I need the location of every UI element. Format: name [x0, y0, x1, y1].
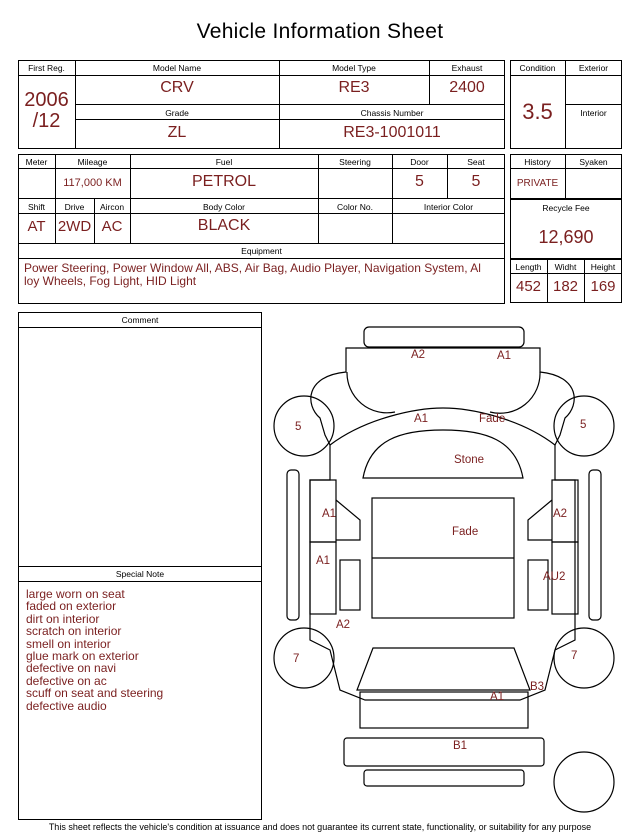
- interior-label: Interior: [580, 108, 607, 118]
- mileage-label: Mileage: [77, 157, 108, 167]
- damage-front-bumper-right: A1: [497, 350, 512, 362]
- shift-label: Shift: [27, 202, 45, 212]
- note-item: smell on interior: [26, 636, 111, 651]
- damage-hood-right: Fade: [479, 413, 506, 425]
- door-value: 5: [415, 173, 424, 190]
- note-item: defective audio: [26, 698, 107, 713]
- page-title: Vehicle Information Sheet: [196, 20, 444, 43]
- exterior-label: Exterior: [578, 63, 609, 73]
- rear-bumper-outline: [344, 738, 544, 766]
- damage-rear-bumper: B1: [453, 740, 468, 752]
- damage-rear-left-wheel: 7: [293, 653, 300, 665]
- damage-front-left-wheel: 5: [295, 421, 302, 433]
- comment-label: Comment: [121, 315, 159, 325]
- damage-windshield: Stone: [454, 454, 485, 466]
- recycle-fee-label: Recycle Fee: [542, 203, 590, 213]
- left-rocker-outline: [287, 470, 299, 620]
- height-label: Height: [590, 262, 616, 272]
- damage-front-right-wheel: 5: [580, 419, 587, 431]
- note-item: defective on navi: [26, 661, 117, 676]
- body-outline: [310, 445, 578, 700]
- damage-hood-left: A1: [414, 413, 429, 425]
- front-left-wheel: [274, 396, 334, 456]
- drive-label: Drive: [64, 202, 85, 212]
- damage-rear-right-wheel: 7: [571, 650, 578, 662]
- shift-value: AT: [27, 218, 46, 235]
- rear-left-door-outline: [310, 542, 336, 614]
- model-name-value: CRV: [160, 79, 194, 96]
- left-headlight: [347, 372, 395, 413]
- spare-wheel: [554, 752, 614, 812]
- note-item: large worn on seat: [26, 587, 125, 601]
- damage-rear-left-door: A1: [316, 555, 331, 567]
- note-item: defective on ac: [26, 673, 107, 688]
- history-value: PRIVATE: [516, 178, 559, 189]
- model-name-label: Model Name: [152, 63, 202, 73]
- condition-score: 3.5: [522, 99, 553, 124]
- grade-label: Grade: [165, 108, 189, 118]
- right-rocker-outline: [589, 470, 601, 620]
- body-color-value: BLACK: [197, 217, 251, 234]
- car-damage-diagram: [265, 318, 625, 818]
- width-value: 182: [552, 278, 579, 295]
- first-reg-year: 2006: [24, 89, 69, 111]
- equipment-list: [24, 262, 504, 288]
- damage-front-right-door: A2: [553, 508, 568, 520]
- damage-front-left-door: A1: [322, 508, 337, 520]
- fuel-value: PETROL: [191, 173, 256, 190]
- damage-rear-quarter-right: B3: [530, 681, 545, 693]
- mileage-value: 117,000 KM: [63, 177, 122, 189]
- chassis-value: RE3-1001011: [343, 124, 441, 141]
- height-value: 169: [590, 278, 616, 295]
- note-item: faded on exterior: [26, 599, 117, 614]
- windshield-outline: [363, 430, 523, 478]
- length-label: Length: [515, 262, 542, 272]
- rear-left-wheel: [274, 628, 334, 688]
- damage-rear-right-door: AU2: [543, 571, 566, 583]
- body-color-label: Body Color: [202, 202, 246, 212]
- rear-window-outline: [357, 648, 530, 690]
- seat-label: Seat: [467, 157, 485, 167]
- note-item: dirt on interior: [26, 611, 100, 626]
- first-reg-label: First Reg.: [28, 63, 65, 73]
- aircon-value: AC: [101, 218, 123, 235]
- drive-value: 2WD: [57, 218, 92, 235]
- condition-label: Condition: [519, 63, 556, 73]
- equipment-label: Equipment: [241, 246, 282, 256]
- aircon-label: Aircon: [99, 202, 125, 212]
- rear-step-outline: [364, 770, 524, 786]
- special-note-label: Special Note: [115, 569, 165, 579]
- fuel-label: Fuel: [215, 157, 233, 167]
- width-label: Widht: [554, 262, 577, 272]
- exhaust-value: 2400: [449, 79, 485, 96]
- door-label: Door: [410, 157, 429, 167]
- meter-label: Meter: [25, 157, 48, 167]
- equipment-line-1: Power Steering, Power Window All, ABS, Air Bag, Audio Player, Navigation System, Al: [24, 261, 481, 275]
- note-item: glue mark on exterior: [26, 649, 139, 664]
- steering-label: Steering: [339, 157, 371, 167]
- seat-value: 5: [471, 173, 481, 190]
- exhaust-label: Exhaust: [451, 63, 483, 73]
- damage-front-bumper-left: A2: [411, 349, 426, 361]
- grade-value: ZL: [167, 124, 187, 141]
- special-note-list: [26, 588, 256, 712]
- model-type-label: Model Type: [332, 63, 376, 73]
- chassis-label: Chassis Number: [360, 108, 424, 118]
- right-headlight: [490, 372, 540, 413]
- model-type-value: RE3: [338, 79, 370, 96]
- interior-color-label: Interior Color: [423, 202, 474, 212]
- disclaimer-footer: This sheet reflects the vehicle's condition at issuance and does not guarantee its current state, functionality, or suitability for any purpose: [48, 822, 592, 832]
- note-item: scuff on seat and steering: [26, 686, 164, 701]
- note-item: scratch on interior: [26, 624, 122, 639]
- rear-right-wheel: [554, 628, 614, 688]
- damage-left-rocker: A2: [336, 619, 351, 631]
- damage-roof: Fade: [452, 526, 479, 538]
- recycle-fee-value: 12,690: [538, 227, 594, 247]
- length-value: 452: [515, 278, 542, 295]
- syaken-label: Syaken: [579, 157, 608, 167]
- first-reg-month: /12: [32, 110, 61, 132]
- damage-tailgate: A1: [490, 691, 505, 703]
- history-label: History: [524, 157, 551, 167]
- equipment-line-2: loy Wheels, Fog Light, HID Light: [24, 274, 197, 288]
- front-bumper-outline: [364, 327, 524, 347]
- color-no-label: Color No.: [337, 202, 373, 212]
